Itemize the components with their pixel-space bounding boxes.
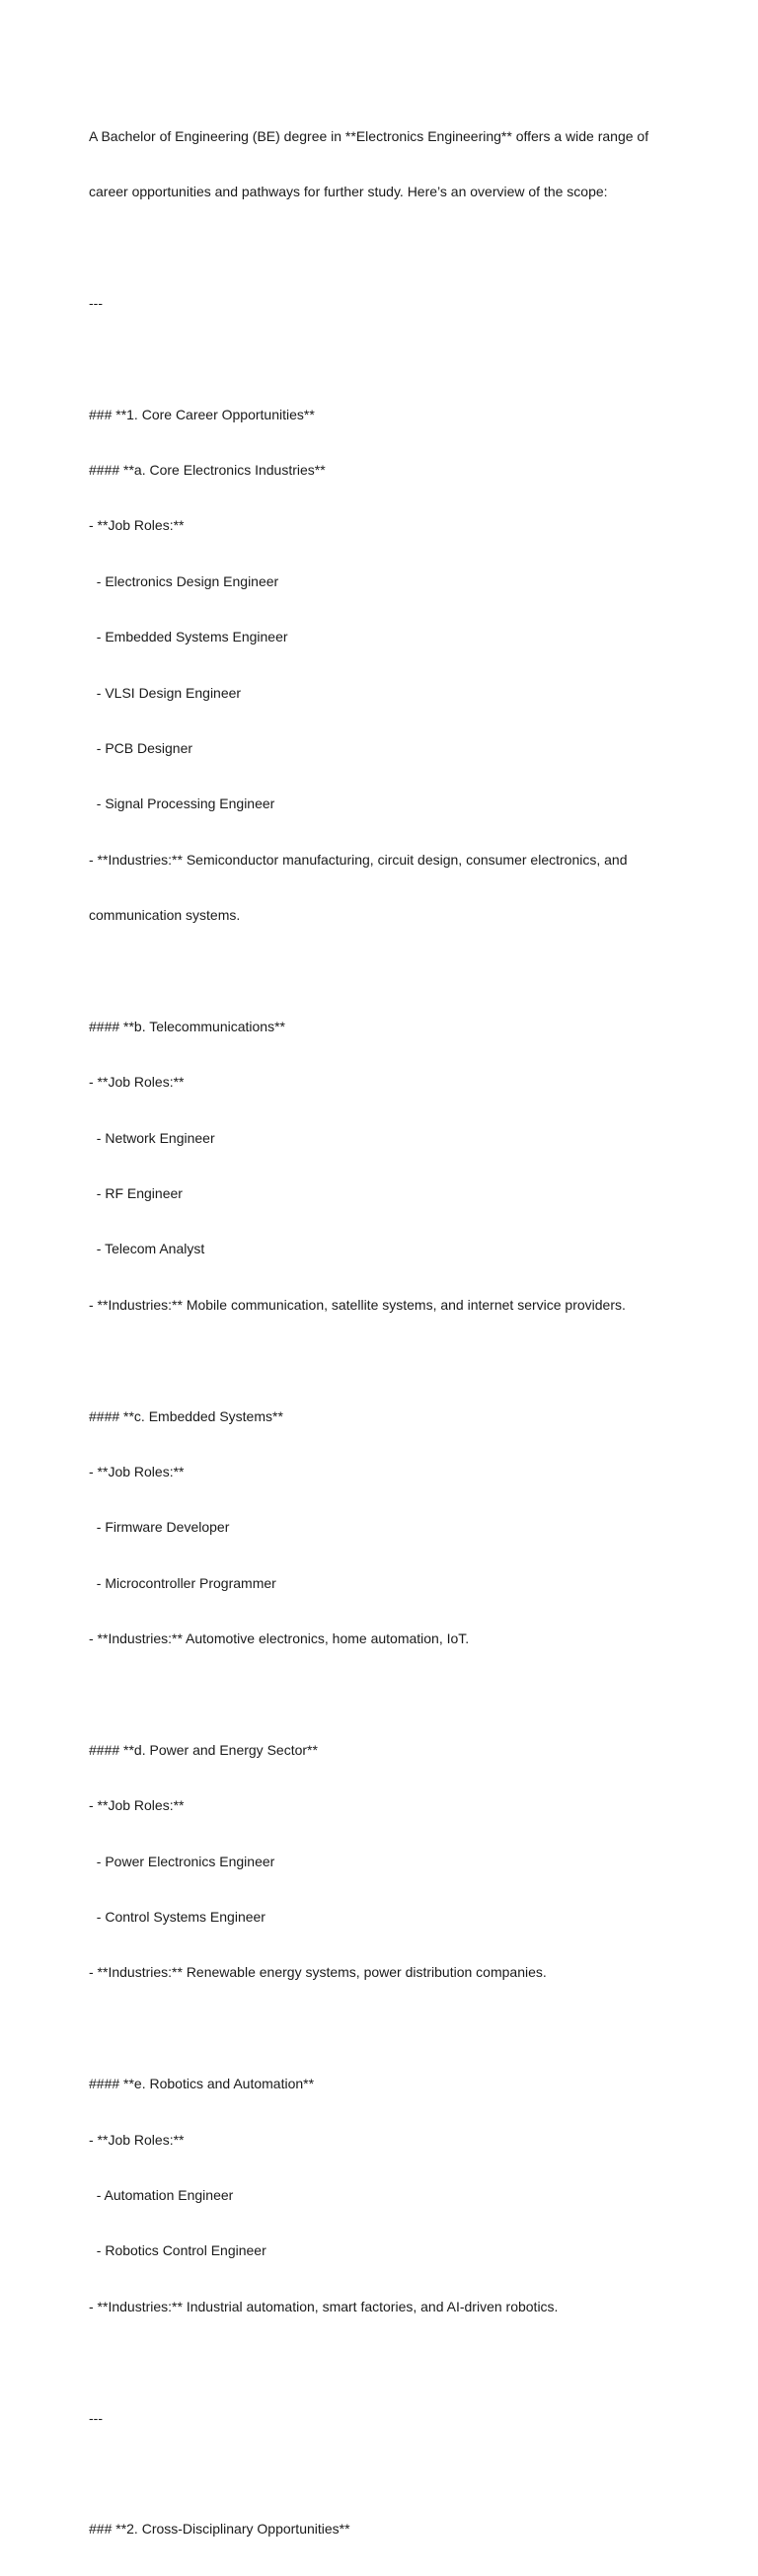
horizontal-rule-marker: --- [89,2409,103,2426]
list-item: - Signal Processing Engineer [89,796,275,812]
blank-line [89,349,681,368]
subsection-heading: #### **d. Power and Energy Sector** [89,1741,318,1758]
list-item: - Embedded Systems Engineer [89,629,288,645]
job-roles-label: - **Job Roles:** [89,1074,185,1091]
list-item: - Electronics Design Engineer [89,572,279,589]
subsection-heading: #### **a. Core Electronics Industries** [89,461,326,478]
subsection-heading: #### **b. Telecommunications** [89,1018,285,1034]
blank-line [89,2464,681,2483]
list-item: - Automation Engineer [89,2187,234,2204]
subsection-heading: #### **c. Embedded Systems** [89,1407,283,1424]
industries-line: - **Industries:** Mobile communication, satellite systems, and internet service providers. [89,1296,626,1313]
blank-line [89,2353,681,2372]
list-item: - RF Engineer [89,1185,183,1202]
industries-line: - **Industries:** Renewable energy systems, power distribution companies. [89,1964,547,1981]
list-item: - Robotics Control Engineer [89,2242,266,2259]
list-item: - Microcontroller Programmer [89,1574,276,1591]
list-item: - Power Electronics Engineer [89,1853,275,1869]
intro-paragraph-line-2: career opportunities and pathways for further study. Here’s an overview of the scope: [89,183,608,199]
industries-line: - **Industries:** Industrial automation, smart factories, and AI-driven robotics. [89,2298,559,2314]
job-roles-label: - **Job Roles:** [89,1797,185,1814]
blank-line [89,961,681,980]
blank-line [89,1351,681,1370]
job-roles-label: - **Job Roles:** [89,517,185,534]
subsection-heading: #### **e. Robotics and Automation** [89,2076,315,2092]
section-heading: ### **1. Core Career Opportunities** [89,406,315,422]
list-item: - Network Engineer [89,1129,215,1146]
industries-line: - **Industries:** Semiconductor manufacturing, circuit design, consumer electronics, and [89,851,628,868]
industries-line-continued: communication systems. [89,907,241,924]
intro-paragraph-line-1: A Bachelor of Engineering (BE) degree in **Electronics Engineering** offers a wide range of [89,127,649,144]
list-item: - Control Systems Engineer [89,1909,265,1926]
horizontal-rule-marker: --- [89,294,103,311]
blank-line [89,2019,681,2038]
blank-line [89,238,681,257]
list-item: - Firmware Developer [89,1519,230,1536]
industries-line: - **Industries:** Automotive electronics, home automation, IoT. [89,1630,470,1647]
list-item: - PCB Designer [89,739,193,756]
blank-line [89,1686,681,1705]
document-body [89,90,681,2576]
section-heading: ### **2. Cross-Disciplinary Opportunities** [89,2521,350,2538]
list-item: - Telecom Analyst [89,1241,205,1257]
list-item: - VLSI Design Engineer [89,684,242,701]
job-roles-label: - **Job Roles:** [89,2131,185,2148]
job-roles-label: - **Job Roles:** [89,1463,185,1479]
